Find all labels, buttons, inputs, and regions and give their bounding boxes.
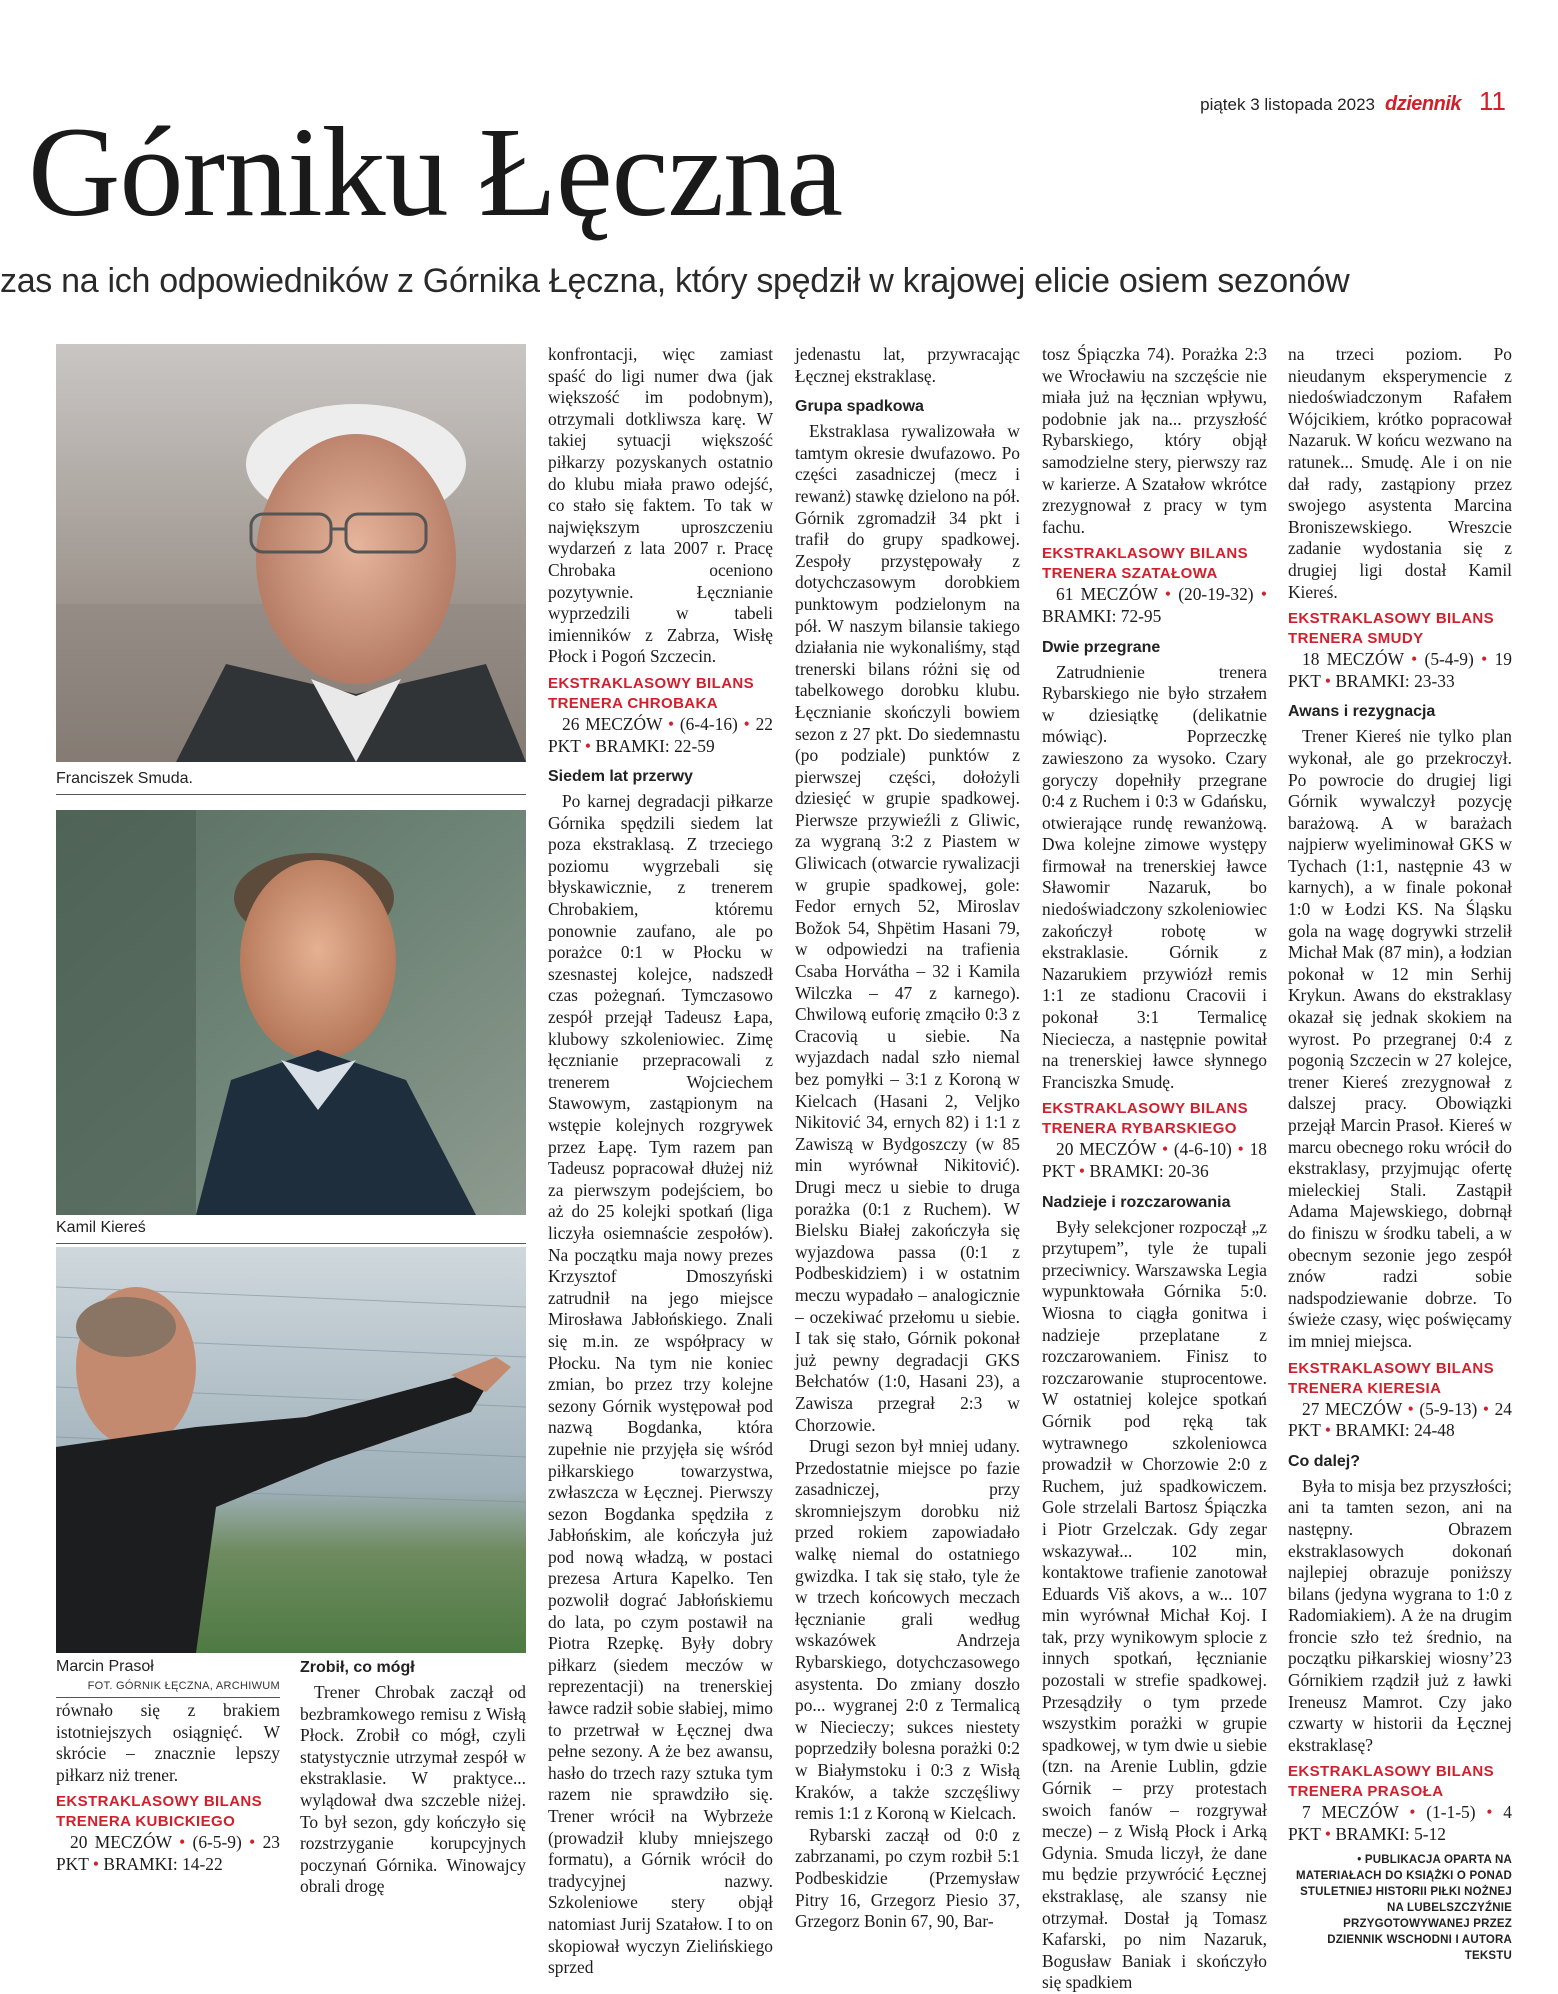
stat-matches: 26 MECZÓW	[562, 713, 663, 734]
headline: Górniku Łęczna	[28, 101, 843, 243]
column-4	[1042, 344, 1267, 1994]
caption-smuda: Franciszek Smuda.	[56, 770, 193, 787]
bilans-heading	[548, 674, 773, 714]
photo-credit: FOT. GÓRNIK ŁĘCZNA, ARCHIWUM	[87, 1680, 280, 1692]
column-2b	[300, 1658, 526, 1898]
portrait-smuda-image	[56, 344, 526, 762]
column-2	[548, 344, 773, 1979]
stat-goals: BRAMKI: 5-12	[1335, 1824, 1446, 1845]
paragraph: Zatrudnienie trenera Rybarskiego nie było strzałem w dziesiątkę (delikatnie mówiąc). Poprzeczkę zawieszono za wysoko. Czary goryczy dopełniły przegrane 0:4 z Ruchem i 0:3 w Gdańsku, otwierające rundę rewanżową. Dwa kolejne zimowe występy firmował na trenerskiej ławce Sławomir Nazaruk, bo niedoświadczony szkoleniowiec zakończył robotę w ekstraklasie. Górnik z Nazarukiem przywiózł remis 1:1 ze stadionu Cracovii i pokonał 3:1 Termalicę Nieciecza, a następnie powitał na trenerskiej ławce słynnego Franciszka Smudę.	[1042, 661, 1267, 1092]
stat-goals: BRAMKI: 14-22	[103, 1853, 223, 1874]
portrait-prasol-image	[56, 1247, 526, 1653]
bilans-title-line: EKSTRAKLASOWY BILANS	[1288, 1359, 1495, 1377]
bilans-heading	[1288, 1762, 1512, 1802]
page-number: 11	[1479, 86, 1506, 116]
stat-points: 24 PKT	[1288, 1398, 1512, 1441]
bilans-title-line: TRENERA PRASOŁA	[1288, 1783, 1444, 1801]
caption-rule	[56, 794, 526, 795]
stat-record: (5-4-9)	[1424, 649, 1474, 670]
stat-record: (6-4-16)	[679, 713, 738, 734]
photo-kieres	[56, 810, 526, 1215]
caption-rule	[56, 1243, 526, 1244]
paragraph: Trener Chrobak zaczął od bezbramkowego remisu z Wisłą Płock. Zrobił co mógł, czyli statystycznie utrzymał zespół w ekstraklasie. W praktyce... wylądował dwa szczeble niżej. To był sezon, gdy kończyło się rozstrzyganie korupcyjnych poczynań Górnika. Winowajcy obrali drogę	[300, 1682, 526, 1897]
bilans-heading	[1288, 1359, 1512, 1399]
bilans-stats: 20 MECZÓW • (6-5-9) • 23 PKT • BRAMKI: 14-22	[56, 1832, 280, 1874]
bilans-title-line: EKSTRAKLASOWY BILANS	[1042, 1100, 1249, 1118]
bilans-title-line: EKSTRAKLASOWY BILANS	[1288, 610, 1495, 628]
stat-points: 4 PKT	[1288, 1802, 1512, 1845]
section-heading: Nadzieje i rozczarowania	[1042, 1193, 1231, 1211]
bilans-title-line: TRENERA SMUDY	[1288, 630, 1424, 648]
stat-matches: 27 MECZÓW	[1302, 1398, 1402, 1419]
subheadline: zas na ich odpowiedników z Górnika Łęczna, który spędził w krajowej elicie osiem sezonów	[0, 262, 1350, 300]
column-1	[56, 1700, 280, 1876]
bilans-title-line: TRENERA KIERESIA	[1288, 1379, 1442, 1397]
bilans-title-line: EKSTRAKLASOWY BILANS	[1042, 545, 1249, 563]
section-heading: Siedem lat przerwy	[548, 768, 693, 786]
bilans-title-line: TRENERA RYBARSKIEGO	[1042, 1120, 1237, 1138]
paragraph: Były selekcjoner rozpoczął „z przytupem”, tyle że tupali przeciwnicy. Warszawska Legia wypunktowała Górnika 5:0. Wiosna to ciągła gonitwa i nadzieje przeplatane z rozczarowaniem. Finisz to rozczarowanie stuprocentowe. W ostatniej kolejce spotkań Górnik pod ręką tak wytrawnego szkoleniowca prowadził w Chorzowie 2:0 z Ruchem, już spadkowiczem. Gole strzelali Bartosz Śpiączka i Piotr Grzelczak. Gdy zegar wskazywał... 102 min, kontaktowe trafienie zanotował Eduards Viš akovs, a w... 107 min wyrównał Michał Koj. I tak, przy wynikowym splocie z innych spotkań, łęcznianie pozostali w strefie spadkowej. Przesądziły o tym przede wszystkim porażki w grupie spadkowej, w tym dwie u siebie (tzn. na Arenie Lublin, gdzie Górnik – przy protestach swoich fanów – rozgrywał mecze) – z Wisłą Płock i Arką Gdynia. Smuda liczył, że dane mu będzie przywrócić Łęcznej ekstraklasę, ale szansy nie otrzymał. Dostał ją Tomasz Kafarski, po nim Nazaruk, Bogusław Baniak i skończyło się spadkiem	[1042, 1216, 1267, 1993]
paragraph: jedenastu lat, przywracając Łęcznej ekstraklasę.	[795, 344, 1020, 386]
photo-prasol	[56, 1247, 526, 1653]
stat-points: 23 PKT	[56, 1832, 280, 1874]
bilans-stats: 26 MECZÓW • (6-4-16) • 22 PKT • BRAMKI: 22-59	[548, 713, 773, 756]
bilans-stats: 61 MECZÓW • (20-19-32) • BRAMKI: 72-95	[1042, 584, 1267, 626]
bilans-heading	[1288, 609, 1512, 649]
stat-record: (5-9-13)	[1419, 1398, 1478, 1419]
running-header	[1200, 86, 1506, 117]
bilans-title-line: EKSTRAKLASOWY BILANS	[548, 674, 755, 692]
publication-footnote: • PUBLIKACJA OPARTA NA MATERIAŁACH DO KSIĄŻKI O PONAD STULETNIEJ HISTORII PIŁKI NOŻNEJ NA LUBELSZCZYŹNIE PRZYGOTOWYWANEJ PRZEZ DZIENNIK WSCHODNI I AUTORA TEKSTU	[1296, 1853, 1512, 1962]
portrait-kieres-image	[56, 810, 526, 1215]
stat-record: (4-6-10)	[1173, 1139, 1232, 1160]
paragraph: Rybarski zaczął od 0:0 z zabrzanami, po czym rozbił 5:1 Podbeskidzie (Przemysław Pitry 16, Grzegorz Piesio 37, Grzegorz Bonin 67, 90, Bar-	[795, 1824, 1020, 1932]
column-5	[1288, 344, 1512, 1964]
bilans-stats: 7 MECZÓW • (1-1-5) • 4 PKT • BRAMKI: 5-12	[1288, 1802, 1512, 1845]
section-heading: Dwie przegrane	[1042, 638, 1161, 656]
bilans-heading	[1042, 1099, 1267, 1139]
bilans-title-line: TRENERA SZATAŁOWA	[1042, 565, 1218, 583]
paragraph: konfrontacji, więc zamiast spaść do ligi numer dwa (jak większość im podobnym), otrzymali dotkliwsza karę. W takiej sytuacji większość piłkarzy pozyskanych ostatnio do klubu miała prawo odejść, co stało się faktem. To tak w największym uproszczeniu wydarzeń z lata 2007 r. Pracę Chrobaka oceniono pozytywnie. Łęcznianie wyprzedzili w tabeli imienników z Zabrza, Wisłę Płock i Pogoń Szczecin.	[548, 344, 773, 667]
stat-matches: 18 MECZÓW	[1302, 649, 1404, 670]
stat-matches: 20 MECZÓW	[1056, 1139, 1157, 1160]
issue-date: piątek 3 listopada 2023	[1200, 95, 1375, 114]
paragraph: Drugi sezon był mniej udany. Przedostatnie miejsce po fazie zasadniczej, przy skromniejszym dorobku niż przed rokiem zapowiadało walkę niemal do ostatniego gwizdka. I tak się stało, tyle że w trzech końcowych meczach łęcznianie grali według wskazówek Andrzeja Rybarskiego, dotychczasowego asystenta. Do zmiany doszło po... wygranej 2:0 z Termalicą w Niecieczy; sukces niestety poprzedziły bolesna porażki 0:2 w Białymstoku i 0:3 z Wisłą Kraków, a także szczęśliwy remis 1:1 z Koroną w Kielcach.	[795, 1436, 1020, 1824]
paragraph: Trener Kiereś nie tylko plan wykonał, ale go przekroczył. Po powrocie do drugiej ligi Górnik wywalczył pozycję barażową. A w barażach najpierw wyeliminował GKS w Tychach (1:1, następnie 43 w karnych), a w finale pokonał 1:0 w Łodzi KS. Na Śląsku gola na wagę dogrywki strzelił Michał Mak (87 min), a łodzian pokonał w 12 min Serhij Krykun. Awans do ekstraklasy okazał się jednak skokiem na wyrost. Po przegranej 0:4 z pogonią Szczecin w 27 kolejce, trener Kiereś zrezygnował z dalszej pracy. Obowiązki przejął Marcin Prasoł. Kiereś w marcu obecnego roku wrócił do ekstraklasy, przyjmując ofertę mieleckiej Stali. Zastąpił Adama Majewskiego, dobrnął do finiszu w środku tabeli, a w obecnym sezonie jego zespół znów radzi sobie nadspodziewanie dobrze. To świeże czasy, więc poświęcamy im mniej miejsca.	[1288, 726, 1512, 1351]
bilans-stats: 27 MECZÓW • (5-9-13) • 24 PKT • BRAMKI: 24-48	[1288, 1398, 1512, 1441]
stat-points: 19 PKT	[1288, 649, 1512, 691]
paragraph: na trzeci poziom. Po nieudanym eksperymencie z niedoświadczonym Rafałem Wójcikiem, krótko popracował Nazaruk. W końcu wezwano na ratunek... Smudę. Ale i on nie dał rady, zastąpiony przez swojego asystenta Marcina Broniszewskiego. Wreszcie zadanie wydostania się z drugiej ligi dostał Kamil Kiereś.	[1288, 344, 1512, 602]
stat-matches: 7 MECZÓW	[1302, 1802, 1399, 1823]
section-heading: Grupa spadkowa	[795, 398, 924, 416]
stat-matches: 61 MECZÓW	[1056, 584, 1158, 605]
stat-record: (6-5-9)	[192, 1832, 242, 1853]
stat-goals: BRAMKI: 20-36	[1089, 1161, 1209, 1181]
bilans-heading	[56, 1792, 280, 1832]
bilans-heading	[1042, 544, 1267, 584]
caption-kieres: Kamil Kiereś	[56, 1219, 146, 1236]
photo-smuda	[56, 344, 526, 762]
paragraph: Była to misja bez przyszłości; ani ta tamten sezon, ani na następny. Obrazem ekstraklasowych dokonań najlepiej obrazuje poniższy bilans (jedyna wygrana to 1:0 z Radomiakiem). A że na drugim froncie szło też średnio, na początku piłkarskiej wiosny’23 Górnikiem rządził już z ławki Ireneusz Mamrot. Czy jako czwarty w historii da Łęcznej ekstraklasę?	[1288, 1475, 1512, 1755]
column-3	[795, 344, 1020, 1933]
stat-goals: BRAMKI: 72-95	[1042, 605, 1162, 626]
caption-prasol: Marcin Prasoł	[56, 1658, 154, 1675]
stat-goals: BRAMKI: 24-48	[1335, 1420, 1455, 1441]
paragraph: tosz Śpiączka 74). Porażka 2:3 we Wrocławiu na szczęście nie miała już na łęcznian wpływu, podobnie jak na... przyszłość Rybarskiego, który objął samodzielne stery, pierwszy raz w karierze. A Szatałow wkrótce zrezygnował z pracy w tym fachu.	[1042, 344, 1267, 537]
paragraph: Po karnej degradacji piłkarze Górnika spędzili siedem lat poza ekstraklasą. Z trzeciego poziomu wygrzebali się błyskawicznie, z trenerem Chrobakiem, któremu ponownie zaufano, ale po porażce 0:1 w Płocku w szesnastej kolejce, nadszedł czas pożegnań. Tymczasowo zespół przejął Tadeusz Łapa, klubowy szkoleniowiec. Zimę łęcznianie przepracowali z trenerem Wojciechem Stawowym, zastąpionym na wstępie kolejnych rozgrywek przez Łapę. Tym razem pan Tadeusz popracował dłużej niż za pierwszym podejściem, bo aż do 25 kolejki spotkań (liga liczyła osiemnaście zespołów). Na początku maja nowy prezes Krzysztof Dmoszyński zatrudnił na jego miejsce Mirosława Jabłońskiego. Znali się m.in. ze współpracy w Płocku. Na tym nie koniec zmian, bo przez trzy kolejne sezony Górnik występował pod nazwą Bogdanka, która zupełnie nie przyjęła się wśród piłkarskiego towarzystwa, zwłaszcza w Łęcznej. Pierwszy sezon Bogdanka spędziła z Jabłońskim, ale kończyła już pod nową władzą, w postaci prezesa Artura Kapelko. Ten pozwolił dograć Jabłońskiemu do lata, po czym postawił na Piotra Rzepkę. Były dobry piłkarz (siedem meczów w reprezentacji) na trenerskiej ławce radził sobie słabiej, mimo to przetrwał w Łęcznej dwa pełne sezony. A że bez awansu, hasło do trzech razy sztuka tym razem nie sprawdziło się. Trener wrócił na Wybrzeże (prowadził kluby mniejszego formatu), a Górnik wrócił do tradycyjnej nazwy. Szkoleniowe stery objął natomiast Jurij Szatałow. I to on skopiował wyczyn Zielińskiego sprzed	[548, 791, 773, 1978]
section-heading: Awans i rezygnacja	[1288, 703, 1436, 721]
caption-rule	[56, 1697, 280, 1698]
bilans-stats: 18 MECZÓW • (5-4-9) • 19 PKT • BRAMKI: 23-33	[1288, 649, 1512, 691]
paragraph: równało się z brakiem istotniejszych osiągnięć. W skrócie – znacznie lepszy piłkarz niż trener.	[56, 1700, 280, 1785]
stat-points: 22 PKT	[548, 713, 773, 756]
bilans-stats: 20 MECZÓW • (4-6-10) • 18 PKT • BRAMKI: 20-36	[1042, 1139, 1267, 1181]
stat-goals: BRAMKI: 22-59	[595, 735, 715, 756]
paragraph: Ekstraklasa rywalizowała w tamtym okresie dwufazowo. Po części zasadniczej (mecz i rewanż) stawkę dzielono na pół. Górnik zgromadził 34 pkt i trafił do grupy spadkowej. Zespoły przystępowały z dotychczasowym dorobkiem punktowym podzielonym na pół. W naszym bilansie takiego działania nie wykonaliśmy, stąd trenerski bilans różni się od tabelkowego dorobku klubu. Łęcznianie skończyli bowiem sezon z 27 pkt. Do siedemnastu (po podziale) punktów z pierwszej części, dołożyli dziesięć w grupie spadkowej. Pierwsze przywieźli z Gliwic, za wygraną 3:2 z Piastem w Gliwicach (otwarcie rywalizacji w grupie spadkowej, gole: Fedor ernych 52, Miroslav Božok 54, Shpëtim Hasani 79, w odpowiedzi na trafienia Csaba Horvátha – 32 i Kamila Wilczka – 47 z karnego). Chwilową euforię zmąciło 0:3 z Cracovią u siebie. Na wyjazdach nadal szło niemal bez pomyłki – 3:1 z Koroną w Kielcach (Hasani 2, Veljko Nikitović 34, ernych 82) i 1:1 z Zawiszą w Bydgoszczy (w 85 min wyrównał Nikitović). Drugi mecz u siebie to druga porażka (0:1 z Ruchem). W Bielsku Białej zakończyła się wyjazdowa passa (0:1 z Podbeskidziem) i w ostatnim meczu wypadało – analogicznie – oczekiwać przełomu u siebie. I tak się stało, Górnik pokonał już pewny degradacji GKS Bełchatów (1:0, Hasani 23), a Zawisza przegrał 2:3 w Chorzowie.	[795, 421, 1020, 1435]
stat-points: 18 PKT	[1042, 1139, 1267, 1181]
stat-goals: BRAMKI: 23-33	[1335, 670, 1455, 691]
brand-logo: dziennik	[1384, 93, 1461, 115]
bilans-title-line: TRENERA KUBICKIEGO	[56, 1813, 236, 1831]
stat-matches: 20 MECZÓW	[70, 1832, 172, 1853]
stat-record: (1-1-5)	[1426, 1802, 1476, 1823]
section-heading: Co dalej?	[1288, 1452, 1361, 1470]
bilans-title-line: EKSTRAKLASOWY BILANS	[1288, 1763, 1495, 1781]
stat-record: (20-19-32)	[1178, 584, 1254, 605]
bilans-title-line: EKSTRAKLASOWY BILANS	[56, 1793, 263, 1811]
section-heading: Zrobił, co mógł	[300, 1659, 415, 1676]
bilans-title-line: TRENERA CHROBAKA	[548, 694, 719, 712]
